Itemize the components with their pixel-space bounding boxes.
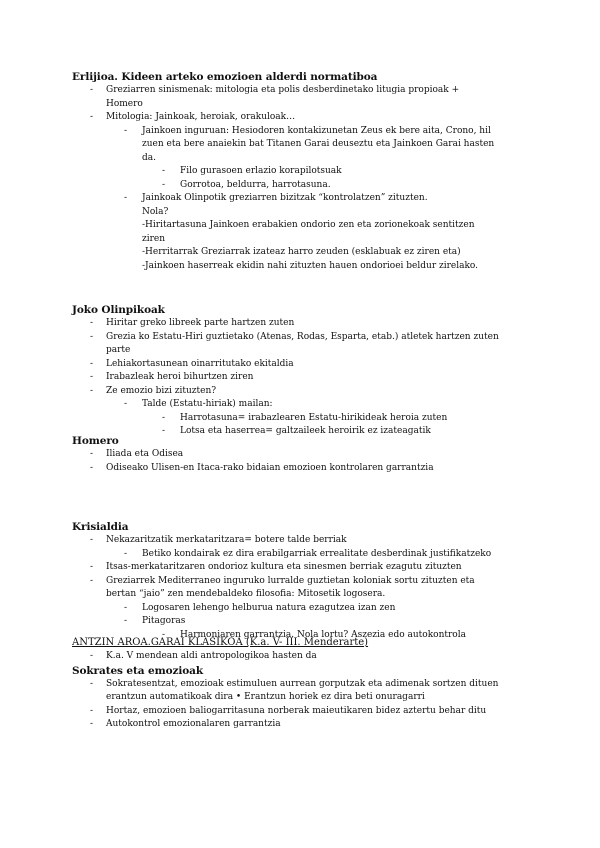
list-item-continuation: -Hiritartasuna Jainkoen erabakien ondorio zen eta zorionekoak sentitzen xyxy=(142,220,475,230)
list-item: - Jainkoen inguruan: Hesiodoren kontakizunetan Zeus ek bere aita, Crono, hil xyxy=(124,125,491,136)
list-item-continuation: parte xyxy=(106,345,131,355)
list-item: - Betiko kondairak ez dira erabilgarriak errealitate desberdinak justifikatzeko xyxy=(124,548,492,559)
list-item: - Filo gurasoen erlazio korapilotsuak xyxy=(162,166,342,176)
list-item: - Greziarren sinismenak: mitologia eta polis desberdinetako litugia propioak + xyxy=(90,85,460,95)
list-item: - Harmoniaren garrantzia. Nola lortu? Aszezia edo autokontrola xyxy=(162,629,466,640)
list-item: - Iliada eta Odisea xyxy=(90,449,184,459)
list-item-continuation: -Herritarrak Greziarrak izateaz harro zeuden (esklabuak ez ziren eta) xyxy=(142,247,461,257)
list-item: - Gorrotoa, beldurra, harrotasuna. xyxy=(162,179,331,190)
section-title: Krisialdia xyxy=(72,521,129,533)
list-item: - Jainkoak Olinpotik greziarren bizitzak “kontrolatzen” zituzten. xyxy=(124,193,428,203)
list-item: - Logosaren lehengo helburua natura ezagutzea izan zen xyxy=(124,602,396,613)
list-item: - Lotsa eta haserrea= galtzaileek heroirik ez izateagatik xyxy=(162,426,431,436)
list-item: - Irabazleak heroi bihurtzen ziren xyxy=(90,372,254,382)
section-erlijioa xyxy=(72,70,532,273)
list-item: - Grezia ko Estatu-Hiri guztietako (Atenas, Rodas, Esparta, etab.) atletek hartzen zuten xyxy=(90,331,499,342)
list-item: - Nekazaritzatik merkataritzara= botere talde berriak xyxy=(90,535,347,545)
list-item-continuation: Homero xyxy=(106,98,143,109)
list-item: - Talde (Estatu-hiriak) mailan: xyxy=(124,399,273,409)
section-krisialdia xyxy=(72,520,532,642)
list-item-continuation: -Jainkoen haserreak ekidin nahi zituzten hauen ondorioei beldur zirelako. xyxy=(142,260,479,271)
list-item-continuation: bertan “jaio” zen mendebaldeko filosofia: Mitosetik logosera. xyxy=(106,589,386,599)
list-item: - Autokontrol emozionalaren garrantzia xyxy=(90,719,281,729)
list-item: - Sokratesentzat, emozioak estimuluen aurrean gorputzak eta adimenak sortzen dituen xyxy=(90,678,499,689)
section-antzin-aroa xyxy=(72,636,532,732)
list-item-continuation: zuen eta bere anaiekin bat Titanen Garai deuseztu eta Jainkoen Garai hasten xyxy=(142,139,495,149)
section-title: Joko Olinpikoak xyxy=(72,304,165,316)
list-item: - Odiseako Ulisen-en Itaca-rako bidaian emozioen kontrolaren garrantzia xyxy=(90,462,434,473)
list-item: - Harrotasuna= irabazlearen Estatu-hirikideak heroia zuten xyxy=(162,412,448,423)
list-item: - Greziarrek Mediterraneo inguruko lurralde guztietan koloniak sortu zituzten eta xyxy=(90,575,475,586)
list-item-continuation: erantzun automatikoak dira • Erantzun horiek ez dira beti onuragarri xyxy=(106,692,425,702)
list-item: - K.a. V mendean aldi antropologikoa hasten da xyxy=(90,651,317,661)
list-item: - Pitagoras xyxy=(124,616,186,626)
list-item: - Lehiakortasunean oinarritutako ekitaldia xyxy=(90,358,294,369)
section-joko-olinpikoak xyxy=(72,303,532,439)
list-item-continuation: da. xyxy=(142,152,156,163)
list-item: - Itsas-merkataritzaren ondorioz kultura eta sinesmen berriak ezagutu zituzten xyxy=(90,562,462,572)
section-homero xyxy=(72,434,532,475)
period-heading: ANTZIN AROA.GARAI KLASIKOA (K.a. V- III. Menderarte) xyxy=(72,637,369,648)
list-item: - Ze emozio bizi zituzten? xyxy=(90,385,217,396)
section-title: Sokrates eta emozioak xyxy=(72,664,204,677)
list-item: - Mitologia: Jainkoak, heroiak, orakuloak… xyxy=(90,112,296,122)
list-item-continuation: Nola? xyxy=(142,206,169,217)
list-item: - Hortaz, emozioen baliogarritasuna norberak maieutikaren bidez aztertu behar ditu xyxy=(90,705,487,716)
section-title: Homero xyxy=(72,435,119,447)
list-item: - Hiritar greko libreek parte hartzen zuten xyxy=(90,318,295,328)
list-item-continuation: ziren xyxy=(142,233,166,244)
section-title: Erlijioa. Kideen arteko emozioen alderdi normatiboa xyxy=(72,71,378,83)
